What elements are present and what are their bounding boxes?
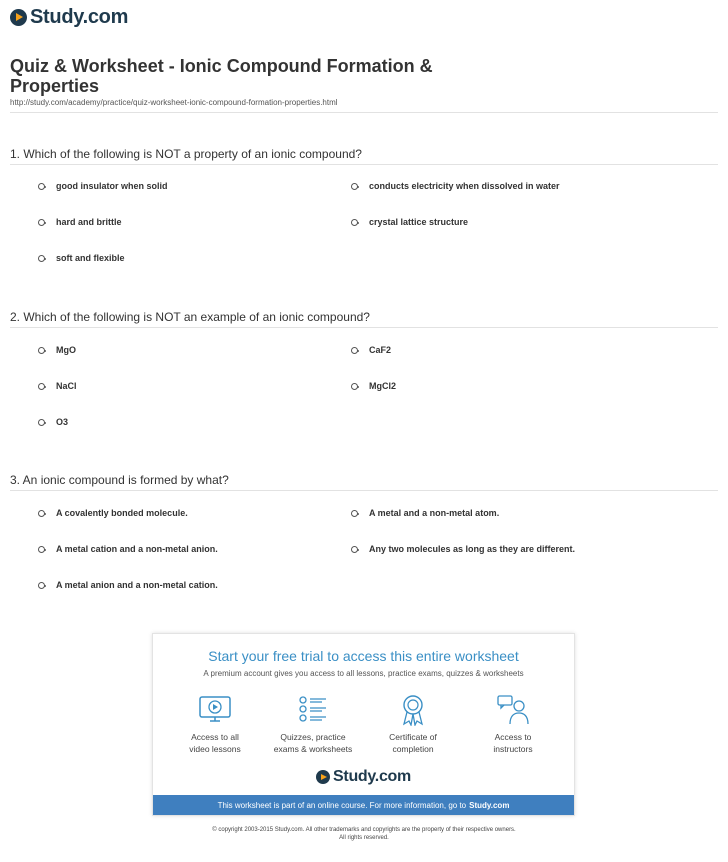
copyright-footer: © copyright 2003-2015 Study.com. All other trademarks and copyrights are the property of their respective owners. All rights reserved.	[212, 827, 516, 841]
feature-instructors: Access to instructors	[463, 694, 563, 755]
radio-icon[interactable]	[351, 347, 358, 354]
radio-icon[interactable]	[351, 219, 358, 226]
radio-icon[interactable]	[38, 383, 45, 390]
instructor-icon	[496, 694, 530, 726]
promo-info-bar: This worksheet is part of an online course. For more information, go to Study.com	[153, 795, 574, 815]
free-trial-promo[interactable]	[152, 633, 575, 816]
study-logo[interactable]	[10, 6, 128, 29]
radio-icon[interactable]	[38, 183, 45, 190]
radio-icon[interactable]	[38, 546, 45, 553]
radio-icon[interactable]	[38, 255, 45, 262]
answer-option[interactable]: Any two molecules as long as they are different.	[351, 544, 575, 554]
question-3: 3. An ionic compound is formed by what?	[10, 473, 229, 487]
radio-icon[interactable]	[351, 510, 358, 517]
feature-quizzes: Quizzes, practice exams & worksheets	[263, 694, 363, 755]
answer-option[interactable]: conducts electricity when dissolved in water	[351, 181, 560, 191]
promo-heading[interactable]: Start your free trial to access this entire worksheet	[208, 648, 519, 664]
answer-option[interactable]: A metal anion and a non-metal cation.	[38, 580, 218, 590]
radio-icon[interactable]	[38, 419, 45, 426]
checklist-icon	[296, 694, 330, 726]
answer-option[interactable]: A covalently bonded molecule.	[38, 508, 188, 518]
radio-icon[interactable]	[38, 510, 45, 517]
radio-icon[interactable]	[351, 183, 358, 190]
divider	[10, 490, 718, 491]
question-1: 1. Which of the following is NOT a property of an ionic compound?	[10, 147, 362, 161]
answer-option[interactable]: CaF2	[351, 345, 391, 355]
answer-option[interactable]: MgO	[38, 345, 76, 355]
page-url: http://study.com/academy/practice/quiz-worksheet-ionic-compound-formation-properties.html	[10, 98, 338, 107]
answer-option[interactable]: A metal and a non-metal atom.	[351, 508, 499, 518]
promo-logo: Study.com	[153, 768, 574, 786]
divider	[10, 164, 718, 165]
answer-option[interactable]: good insulator when solid	[38, 181, 168, 191]
answer-option[interactable]: O3	[38, 417, 68, 427]
page-title: Quiz & Worksheet - Ionic Compound Formation & Properties	[10, 56, 433, 96]
question-2: 2. Which of the following is NOT an example of an ionic compound?	[10, 310, 370, 324]
radio-icon[interactable]	[38, 347, 45, 354]
answer-option[interactable]: MgCl2	[351, 381, 396, 391]
answer-option[interactable]: A metal cation and a non-metal anion.	[38, 544, 218, 554]
promo-subheading: A premium account gives you access to all lessons, practice exams, quizzes & worksheets	[203, 669, 524, 678]
answer-option[interactable]: NaCl	[38, 381, 77, 391]
divider	[10, 112, 718, 113]
radio-icon[interactable]	[351, 383, 358, 390]
feature-certificate: Certificate of completion	[363, 694, 463, 755]
divider	[10, 327, 718, 328]
study-link[interactable]: Study.com	[469, 800, 510, 810]
answer-option[interactable]: hard and brittle	[38, 217, 122, 227]
play-logo-icon	[316, 770, 330, 784]
logo-text: Study.com	[30, 6, 129, 28]
answer-option[interactable]: soft and flexible	[38, 253, 125, 263]
play-logo-icon	[10, 9, 27, 26]
video-icon	[198, 694, 232, 726]
feature-video-lessons: Access to all video lessons	[165, 694, 265, 755]
radio-icon[interactable]	[38, 582, 45, 589]
radio-icon[interactable]	[351, 546, 358, 553]
radio-icon[interactable]	[38, 219, 45, 226]
answer-option[interactable]: crystal lattice structure	[351, 217, 468, 227]
certificate-icon	[396, 694, 430, 726]
